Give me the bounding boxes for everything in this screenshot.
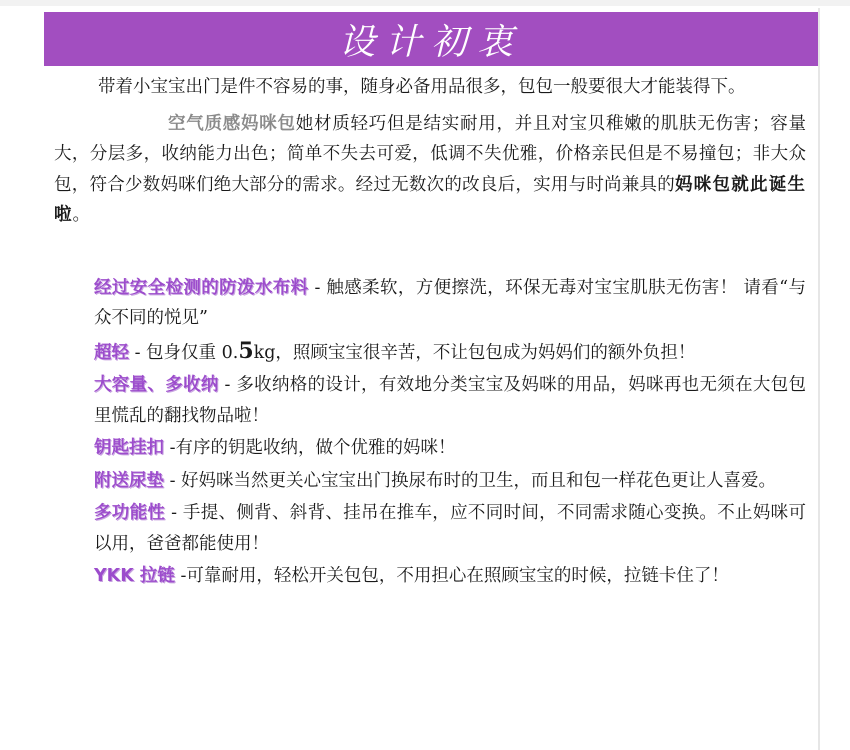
banner-title: 设计初衷: [338, 21, 523, 63]
feature-title: 经过安全检测的防泼水布料: [94, 277, 309, 298]
product-description: 她材质轻巧但是结实耐用，并且对宝贝稚嫩的肌肤无伤害；容量大，分层多，收纳能力出色；简单不失去可爱，低调不失优雅，价格亲民但是不易撞包；非大众包，符合少数妈咪们绝大部分的需求。经过无数次的改良后，实用与时尚兼具的: [54, 113, 806, 195]
feature-text: -可靠耐用，轻松开关包包，不用担心在照顾宝宝的时候，拉链卡住了！: [174, 566, 729, 586]
feature-title: YKK 拉链: [94, 566, 175, 586]
product-paragraph: [54, 109, 806, 231]
page: [44, 8, 820, 750]
feature-light: [54, 336, 806, 369]
feature-title: 超轻: [94, 342, 129, 363]
feature-multifunction: [54, 498, 806, 559]
top-rule: [0, 0, 850, 6]
product-name-lead: 空气质感妈咪包: [168, 113, 296, 134]
feature-fabric: [54, 273, 806, 334]
feature-text: - 包身仅重 0.: [129, 342, 239, 363]
product-end: 。: [72, 205, 90, 225]
intro-paragraph: 带着小宝宝出门是件不容易的事，随身必备用品很多，包包一般要很大才能装得下。: [98, 77, 746, 97]
feature-title: 多功能性: [94, 503, 166, 523]
feature-text: - 手提、侧背、斜背、挂吊在推车，应不同时间，不同需求随心变换。不止妈咪可以用，爸爸都能使用！: [94, 503, 806, 554]
feature-text: kg，照顾宝宝很辛苦，不让包包成为妈妈们的额外负担！: [253, 342, 696, 363]
feature-title: 大容量、多收纳: [94, 375, 219, 395]
feature-key-hook: [54, 433, 806, 464]
feature-text: - 多收纳格的设计，有效地分类宝宝及妈咪的用品，妈咪再也无须在大包包里慌乱的翻找物品啦！: [94, 375, 806, 426]
feature-capacity: [54, 370, 806, 431]
feature-text: -有序的钥匙收纳，做个优雅的妈咪！: [164, 438, 456, 458]
product-name-tail: 妈咪包就此诞生啦: [54, 174, 807, 225]
feature-ykk-zipper: [54, 561, 806, 592]
feature-title: 钥匙挂扣: [94, 438, 164, 458]
feature-text: - 触感柔软，方便擦洗，环保无毒对宝宝肌肤无伤害！ 请看“与众不同的悦见”: [94, 277, 807, 328]
document-body: [54, 72, 806, 592]
feature-diaper-pad: [54, 466, 806, 497]
feature-text: - 好妈咪当然更关心宝宝出门换尿布时的卫生，而且和包一样花色更让人喜爱。: [164, 470, 777, 491]
title-banner: [44, 12, 818, 66]
feature-title: 附送尿垫: [94, 470, 164, 491]
feature-text-emphasis: 5: [238, 337, 254, 364]
